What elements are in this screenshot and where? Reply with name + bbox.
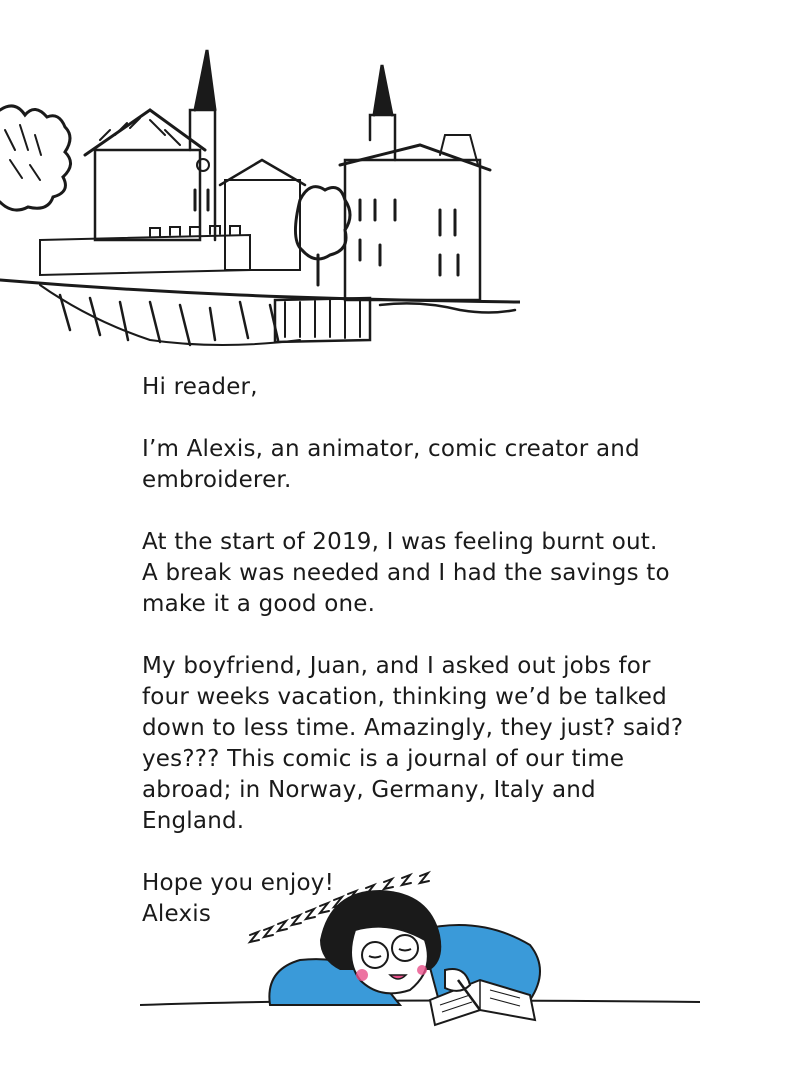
sleeping-girl-illustration	[140, 860, 700, 1060]
letter-body	[142, 372, 702, 930]
paragraph-intro: I’m Alexis, an animator, comic creator and embroiderer.	[142, 436, 640, 493]
castle-illustration	[0, 40, 520, 360]
paragraph-burnout: At the start of 2019, I was feeling burnt out. A break was needed and I had the savings to make it a good one.	[142, 529, 670, 617]
signature: Alexis	[142, 901, 212, 927]
closing-line: Hope you enjoy!	[142, 870, 335, 896]
paragraph-vacation: My boyfriend, Juan, and I asked out jobs for four weeks vacation, thinking we’d be talked down to less time. Amazingly, they just? said? yes??? This comic is a journal of our time abroad; in Norway, Germany, Italy and England.	[142, 653, 684, 834]
greeting: Hi reader,	[142, 374, 258, 400]
